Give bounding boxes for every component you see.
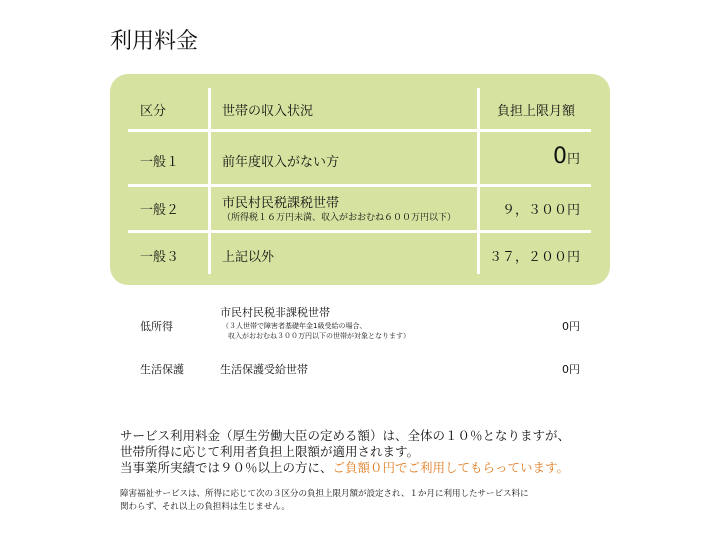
header-category: 区分 [140,104,167,119]
table-divider [208,88,211,274]
table-divider [477,88,480,274]
header-limit: 負担上限月額 [497,104,576,119]
row-amount [553,144,580,169]
table-divider [128,184,591,187]
footnote-line: 障害福祉サービスは、所得に応じて次の３区分の負担上限月額が設定され、１か月に利用したサービス料に [120,489,529,499]
row-amount [502,199,580,218]
row-status: 市民村民税課税世帯 [222,196,340,211]
row-status: 前年度収入がない方 [222,155,340,170]
row-category: 一般１ [140,155,180,170]
amount-unit: 円 [566,250,580,265]
amount-number: ９，３００ [501,203,567,218]
table-divider [128,129,591,132]
lower-status: 市民村民税非課税世帯 [220,306,330,319]
table-divider [128,230,591,233]
lower-note: （３人世帯で障害者基礎年金1級受給の場合、 [222,322,367,330]
info-line: 世帯所得に応じて利用者負担上限額が適用されます。 [120,444,420,459]
row-note: （所得税１６万円未満、収入がおおむね６００万円以下） [222,213,457,223]
info-line [120,458,569,476]
info-line: サービス利用料金（厚生労働大臣の定める額）は、全体の１０％となりますが、 [120,428,571,443]
amount-unit: 円 [566,152,580,167]
footnote-line: 関わらず、それ以上の負担料は生じません。 [120,502,290,512]
info-text: 当事業所実績では９０％以上の方に、 [120,460,333,475]
lower-amount: 0円 [562,363,580,376]
lower-category: 低所得 [140,320,173,333]
lower-status: 生活保護受給世帯 [220,363,308,376]
row-status: 上記以外 [222,250,275,265]
header-status: 世帯の収入状況 [222,104,314,119]
row-amount [489,246,580,265]
fee-table [110,74,610,285]
amount-number: 0 [552,144,567,169]
lower-category: 生活保護 [140,363,184,376]
page-title: 利用料金 [110,29,199,54]
row-category: 一般２ [140,203,180,218]
lower-amount: 0円 [562,320,580,333]
row-category: 一般３ [140,250,180,265]
highlight-text: ご負額０円でご利用してもらっています。 [332,460,570,475]
amount-unit: 円 [566,203,580,218]
lower-note: 収入がおおむね３００万円以下の世帯が対象となります） [228,332,410,340]
amount-number: ３７，２００ [488,250,567,265]
